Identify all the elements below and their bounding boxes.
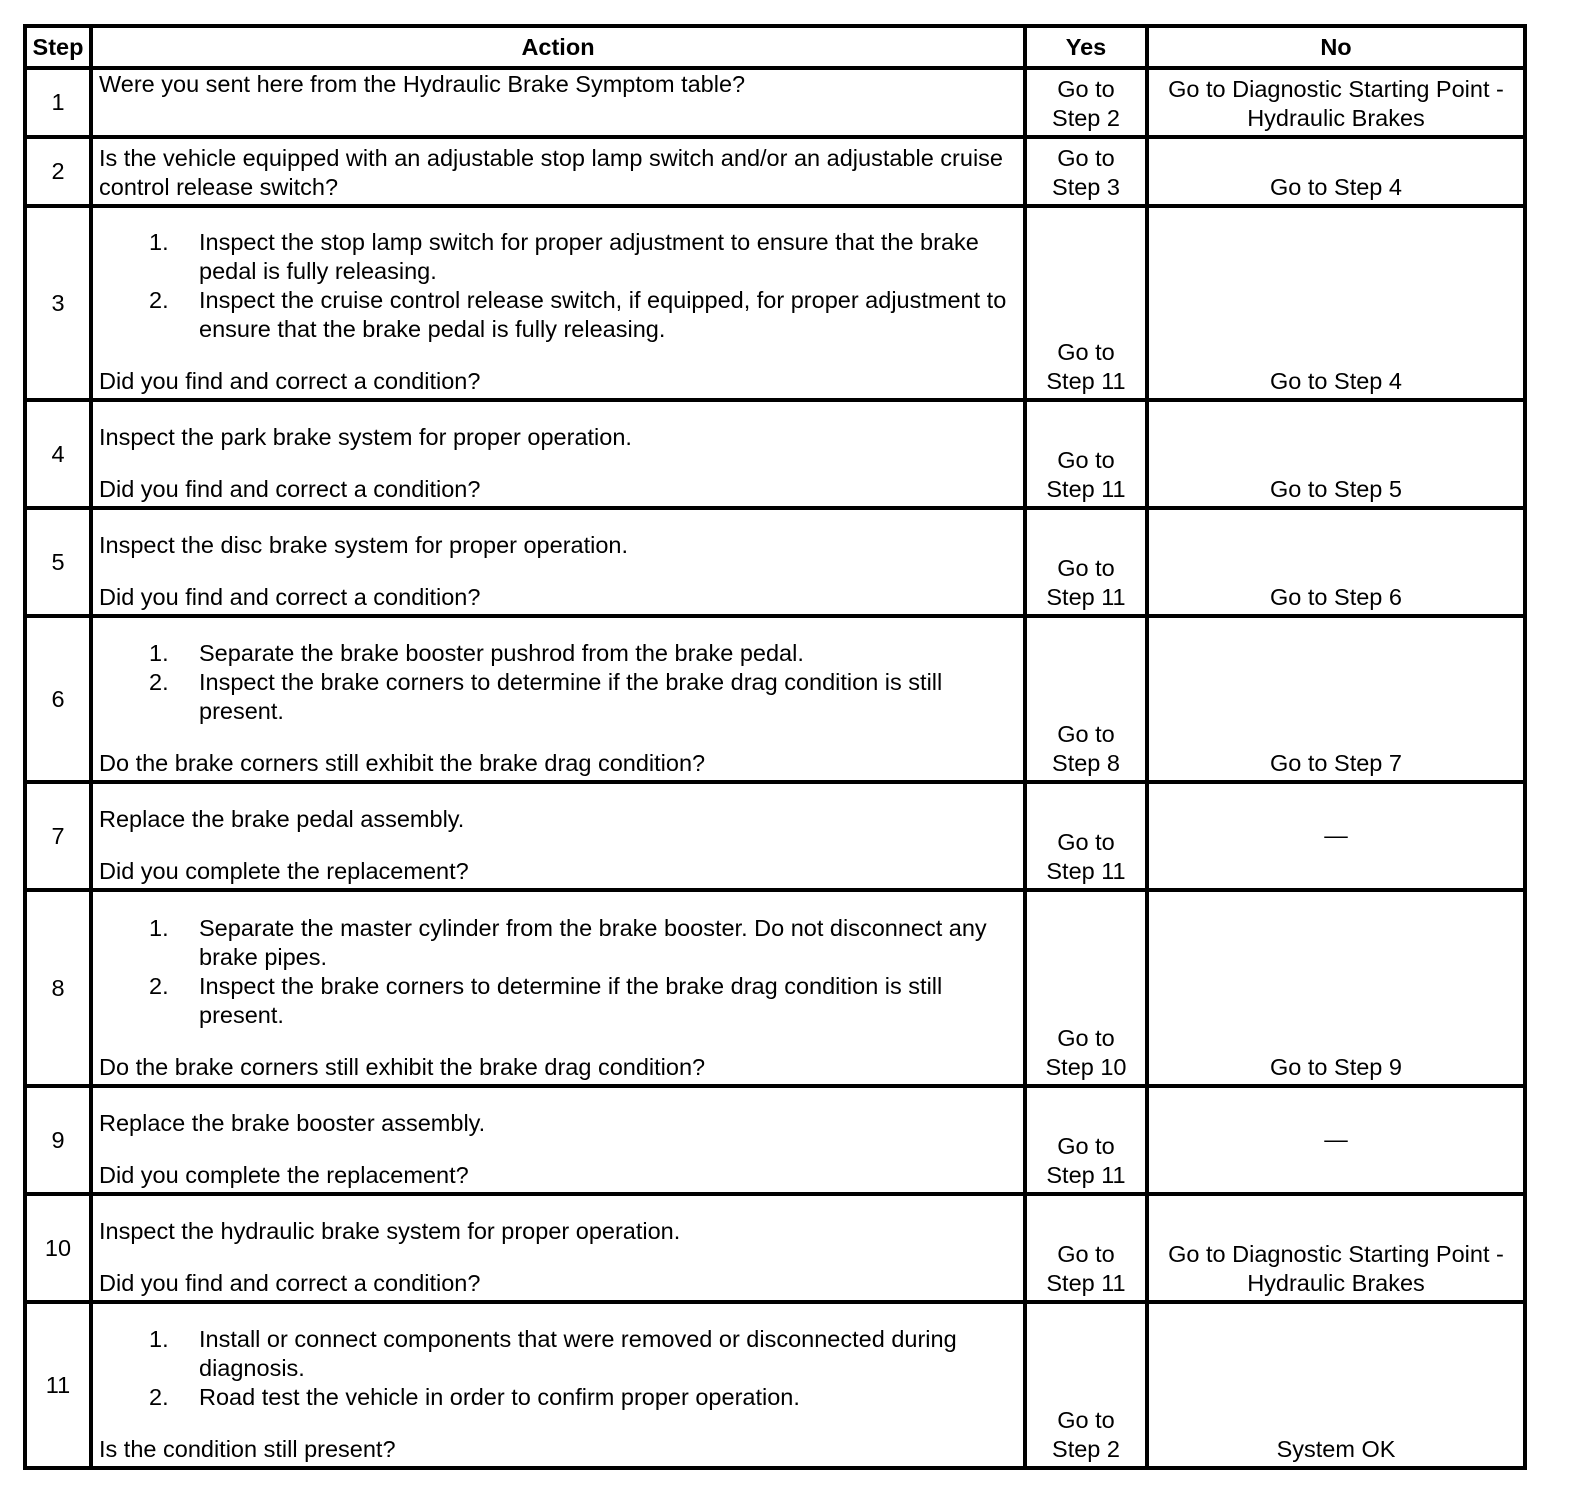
spacer bbox=[99, 452, 1017, 475]
list-item bbox=[99, 972, 1017, 1030]
list-item bbox=[99, 286, 1017, 344]
spacer bbox=[99, 726, 1017, 749]
action-cell bbox=[91, 1302, 1025, 1468]
table-row bbox=[25, 206, 1525, 400]
table-row bbox=[25, 782, 1525, 890]
list-item bbox=[99, 668, 1017, 726]
table-row bbox=[25, 508, 1525, 616]
header-row bbox=[25, 26, 1525, 68]
header-no: No bbox=[1147, 26, 1525, 68]
yes-cell bbox=[1025, 890, 1147, 1086]
yes-line-1: Go to bbox=[1057, 339, 1115, 365]
yes-cell bbox=[1025, 68, 1147, 137]
step-number: 4 bbox=[25, 400, 91, 508]
table-row bbox=[25, 616, 1525, 782]
diagnostic-table bbox=[23, 24, 1527, 1470]
list-item-text: Inspect the brake corners to determine if the brake drag condition is still present. bbox=[199, 973, 943, 1028]
action-cell bbox=[91, 137, 1025, 206]
action-question: Did you find and correct a condition? bbox=[99, 1270, 481, 1296]
no-cell bbox=[1147, 68, 1525, 137]
spacer bbox=[99, 1246, 1017, 1269]
no-cell: Go to Step 6 bbox=[1147, 508, 1525, 616]
action-text: Were you sent here from the Hydraulic Brake Symptom table? bbox=[99, 71, 746, 97]
action-text: Replace the brake booster assembly. bbox=[99, 1110, 486, 1136]
action-cell bbox=[91, 206, 1025, 400]
yes-line-2: Step 11 bbox=[1046, 1270, 1126, 1296]
yes-line-2: Step 11 bbox=[1046, 858, 1126, 884]
yes-line-1: Go to bbox=[1057, 1133, 1115, 1159]
list-item-text: Inspect the brake corners to determine if the brake drag condition is still present. bbox=[199, 669, 943, 724]
yes-line-1: Go to bbox=[1057, 145, 1115, 171]
step-number: 5 bbox=[25, 508, 91, 616]
yes-cell bbox=[1025, 1086, 1147, 1194]
list-item-number: 1. bbox=[149, 1326, 169, 1352]
action-steps-list bbox=[99, 639, 1017, 726]
table-row bbox=[25, 1086, 1525, 1194]
yes-line-1: Go to bbox=[1057, 1241, 1115, 1267]
yes-cell bbox=[1025, 616, 1147, 782]
no-cell: Go to Step 4 bbox=[1147, 206, 1525, 400]
list-item-number: 2. bbox=[149, 1384, 169, 1410]
no-line-2: Hydraulic Brakes bbox=[1247, 105, 1425, 131]
list-item-text: Install or connect components that were removed or disconnected during diagnosis. bbox=[199, 1326, 957, 1381]
header-action: Action bbox=[91, 26, 1025, 68]
action-steps-list bbox=[99, 228, 1017, 344]
list-item-number: 1. bbox=[149, 640, 169, 666]
yes-line-1: Go to bbox=[1057, 555, 1115, 581]
spacer bbox=[99, 1030, 1017, 1053]
action-question: Did you find and correct a condition? bbox=[99, 476, 481, 502]
yes-cell bbox=[1025, 782, 1147, 890]
table-row bbox=[25, 400, 1525, 508]
diagnostic-table-container bbox=[23, 24, 1527, 1470]
list-item bbox=[99, 1325, 1017, 1383]
action-question: Did you find and correct a condition? bbox=[99, 584, 481, 610]
yes-line-1: Go to bbox=[1057, 1025, 1115, 1051]
step-number: 9 bbox=[25, 1086, 91, 1194]
yes-line-1: Go to bbox=[1057, 76, 1115, 102]
yes-line-2: Step 2 bbox=[1052, 1436, 1120, 1462]
step-number: 10 bbox=[25, 1194, 91, 1302]
spacer bbox=[99, 834, 1017, 857]
no-cell: System OK bbox=[1147, 1302, 1525, 1468]
yes-line-2: Step 11 bbox=[1046, 476, 1126, 502]
no-cell: — bbox=[1147, 1086, 1525, 1194]
yes-cell bbox=[1025, 508, 1147, 616]
list-item-text: Separate the master cylinder from the brake booster. Do not disconnect any brake pipes. bbox=[199, 915, 987, 970]
action-cell bbox=[91, 68, 1025, 137]
list-item-text: Inspect the cruise control release switch, if equipped, for proper adjustment to ensure that the brake pedal is fully releasing. bbox=[199, 287, 1007, 342]
list-item bbox=[99, 228, 1017, 286]
no-cell: Go to Step 4 bbox=[1147, 137, 1525, 206]
spacer bbox=[99, 1138, 1017, 1161]
action-cell bbox=[91, 400, 1025, 508]
list-item-number: 2. bbox=[149, 973, 169, 999]
step-number: 8 bbox=[25, 890, 91, 1086]
yes-line-2: Step 3 bbox=[1052, 174, 1120, 200]
step-number: 6 bbox=[25, 616, 91, 782]
no-cell: Go to Step 5 bbox=[1147, 400, 1525, 508]
no-cell: Go to Step 9 bbox=[1147, 890, 1525, 1086]
action-question: Did you complete the replacement? bbox=[99, 1162, 469, 1188]
action-cell bbox=[91, 1194, 1025, 1302]
no-line-2: Hydraulic Brakes bbox=[1247, 1270, 1425, 1296]
table-row bbox=[25, 137, 1525, 206]
table-row bbox=[25, 1302, 1525, 1468]
list-item-number: 1. bbox=[149, 915, 169, 941]
yes-line-1: Go to bbox=[1057, 829, 1115, 855]
action-text: Is the vehicle equipped with an adjustable stop lamp switch and/or an adjustable cruise control release switch? bbox=[99, 145, 1003, 200]
yes-line-1: Go to bbox=[1057, 447, 1115, 473]
yes-line-2: Step 2 bbox=[1052, 105, 1120, 131]
action-question: Do the brake corners still exhibit the brake drag condition? bbox=[99, 750, 706, 776]
action-cell bbox=[91, 508, 1025, 616]
table-row bbox=[25, 68, 1525, 137]
list-item-number: 1. bbox=[149, 229, 169, 255]
list-item-text: Inspect the stop lamp switch for proper adjustment to ensure that the brake pedal is fully releasing. bbox=[199, 229, 979, 284]
action-question: Do the brake corners still exhibit the brake drag condition? bbox=[99, 1054, 706, 1080]
yes-line-1: Go to bbox=[1057, 721, 1115, 747]
action-text: Inspect the park brake system for proper operation. bbox=[99, 424, 632, 450]
step-number: 3 bbox=[25, 206, 91, 400]
yes-cell bbox=[1025, 137, 1147, 206]
spacer bbox=[99, 1412, 1017, 1435]
yes-line-1: Go to bbox=[1057, 1407, 1115, 1433]
action-question: Did you find and correct a condition? bbox=[99, 368, 481, 394]
action-question: Is the condition still present? bbox=[99, 1436, 396, 1462]
action-cell bbox=[91, 890, 1025, 1086]
spacer bbox=[99, 344, 1017, 367]
list-item bbox=[99, 1383, 1017, 1412]
list-item bbox=[99, 914, 1017, 972]
yes-line-2: Step 8 bbox=[1052, 750, 1120, 776]
action-steps-list bbox=[99, 914, 1017, 1030]
header-yes: Yes bbox=[1025, 26, 1147, 68]
action-text: Inspect the hydraulic brake system for proper operation. bbox=[99, 1218, 681, 1244]
list-item-text: Road test the vehicle in order to confirm proper operation. bbox=[199, 1384, 800, 1410]
action-question: Did you complete the replacement? bbox=[99, 858, 469, 884]
list-item-number: 2. bbox=[149, 669, 169, 695]
table-row bbox=[25, 890, 1525, 1086]
step-number: 7 bbox=[25, 782, 91, 890]
action-text: Replace the brake pedal assembly. bbox=[99, 806, 465, 832]
list-item bbox=[99, 639, 1017, 668]
step-number: 1 bbox=[25, 68, 91, 137]
step-number: 11 bbox=[25, 1302, 91, 1468]
spacer bbox=[99, 560, 1017, 583]
action-cell bbox=[91, 782, 1025, 890]
action-text: Inspect the disc brake system for proper operation. bbox=[99, 532, 629, 558]
no-line-1: Go to Diagnostic Starting Point - bbox=[1168, 76, 1504, 102]
yes-line-2: Step 11 bbox=[1046, 368, 1126, 394]
yes-cell bbox=[1025, 1302, 1147, 1468]
yes-line-2: Step 11 bbox=[1046, 1162, 1126, 1188]
list-item-number: 2. bbox=[149, 287, 169, 313]
list-item-text: Separate the brake booster pushrod from the brake pedal. bbox=[199, 640, 804, 666]
action-steps-list bbox=[99, 1325, 1017, 1412]
header-step: Step bbox=[25, 26, 91, 68]
no-cell: — bbox=[1147, 782, 1525, 890]
yes-cell bbox=[1025, 206, 1147, 400]
yes-cell bbox=[1025, 1194, 1147, 1302]
table-row bbox=[25, 1194, 1525, 1302]
yes-cell bbox=[1025, 400, 1147, 508]
yes-line-2: Step 11 bbox=[1046, 584, 1126, 610]
no-cell bbox=[1147, 1194, 1525, 1302]
action-cell bbox=[91, 616, 1025, 782]
step-number: 2 bbox=[25, 137, 91, 206]
yes-line-2: Step 10 bbox=[1045, 1054, 1127, 1080]
no-cell: Go to Step 7 bbox=[1147, 616, 1525, 782]
no-line-1: Go to Diagnostic Starting Point - bbox=[1168, 1241, 1504, 1267]
action-cell bbox=[91, 1086, 1025, 1194]
